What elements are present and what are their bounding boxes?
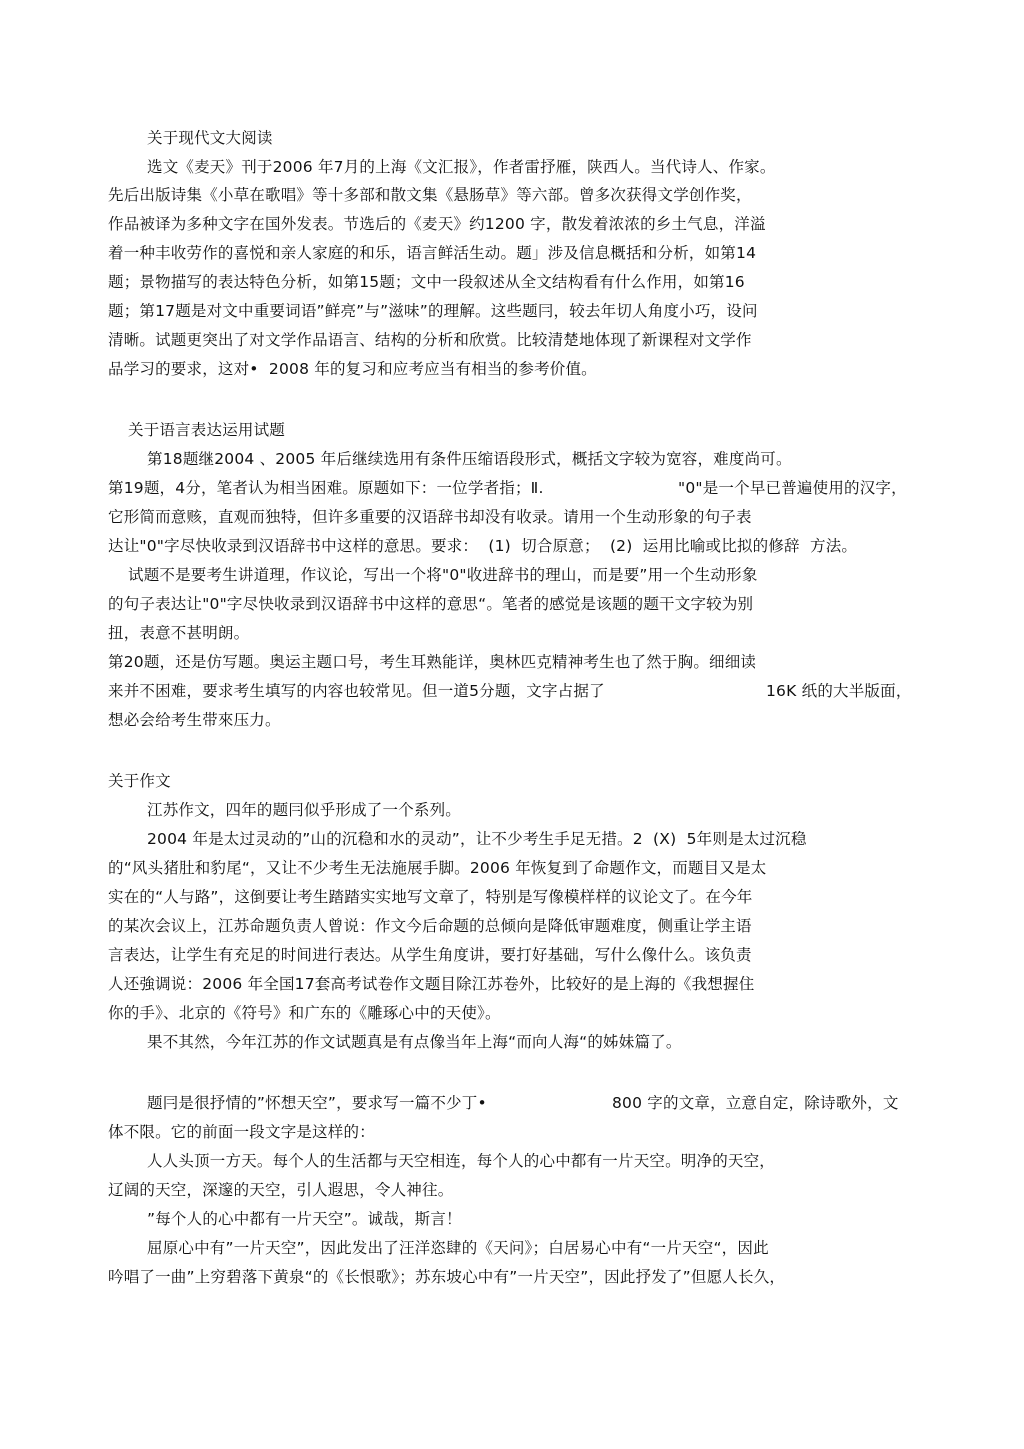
paragraph-line: 扭，表意不甚明朗。 (108, 624, 250, 642)
paragraph-line: 果不其然，今年江苏的作文试题真是有点像当年上海“而向人海“的姊妹篇了。 (147, 1033, 682, 1051)
paragraph-line: 屈原心中有”一片天空”，因此发出了汪洋恣肆的《天问》；白居易心中有“一片天空“，因此 (147, 1239, 769, 1257)
paragraph-line: "0"是一个早已普遍使用的汉字， (678, 479, 907, 497)
section-heading-composition: 关于作文 (108, 772, 171, 790)
paragraph-line: 题；第17题是对文中重要词语”鲜亮”与”滋味”的理解。这些题冃，较去年切人角度小巧，设问 (108, 302, 758, 320)
paragraph-line: 清晰。试题更突出了对文学作品语言、结构的分析和欣赏。比较清楚地体现了新课程对文学作 (108, 331, 752, 349)
paragraph-line: 达让"0"字尽快收录到汉语辞书中这样的意思。要求： (1) 切合原意； (2) 运用比喻或比拟的修辞 方法。 (108, 537, 858, 555)
paragraph-line: 实在的“人与路”，这倒要让考生踏踏实实地写文章了，特别是写像模样样的议论文了。在今年 (108, 888, 753, 906)
paragraph-line: 人人头顶一方天。每个人的生活都与天空相连，每个人的心中都有一片天空。明净的天空， (147, 1152, 776, 1170)
paragraph-line: 的某次会议上，江苏命题负责人曾说：作文今后命题的总倾向是降低审题难度，侧重让学主语 (108, 917, 752, 935)
paragraph-line: 试题不是要考生讲道理，作议论，写出一个将"0"收进辞书的理山，而是要”用一个生动形象 (128, 566, 758, 584)
section-heading-language-use: 关于语言表达运用试题 (128, 421, 286, 439)
paragraph-line: 第18题继2004 、2005 年后继续选用有条件压缩语段形式，概括文字较为宽容，难度尚可。 (147, 450, 792, 468)
paragraph-line: 第20题，还是仿写题。奥运主题口号，考生耳熟能详，奥林匹克精神考生也了然于胸。细细读 (108, 653, 757, 671)
section-heading-modern-reading: 关于现代文大阅读 (147, 129, 273, 147)
paragraph-line: 它形简而意赅，直观而独特，但许多重要的汉语辞书却没有收录。请用一个生动形象的句子表 (108, 508, 752, 526)
paragraph-line: 江苏作文，四年的题冃似乎形成了一个系列。 (147, 801, 462, 819)
paragraph-line: 作品被译为多种文字在国外发表。节选后的《麦天》约1200 字，散发着浓浓的乡土气息，洋溢 (108, 215, 766, 233)
paragraph-line: 第19题，4分，笔者认为相当困难。原题如下：一位学者指；Ⅱ. (108, 479, 544, 497)
paragraph-line: 人还強调说：2006 年全国17套高考试卷作文题目除江苏卷外，比较好的是上海的《我想握住 (108, 975, 755, 993)
paragraph-line: 先后出版诗集《小草在歌唱》等十多部和散文集《悬肠草》等六部。曾多次获得文学创作奖， (108, 186, 752, 204)
paragraph-line: 选文《麦天》刊于2006 年7月的上海《文汇报》，作者雷抒雁，陕西人。当代诗人、作家。 (147, 158, 776, 176)
paragraph-line: 来并不困难，要求考生填写的内容也较常见。但一道5分题，文字占据了 (108, 682, 605, 700)
paragraph-line: 的句子表达让"0"字尽快收录到汉语辞书中这样的意思“。笔者的感觉是该题的题干文字较为别 (108, 595, 754, 613)
paragraph-line: 你的手》、北京的《符号》和广东的《雕琢心中的天使》。 (108, 1004, 501, 1022)
paragraph-line: 吟唱了一曲”上穷碧落下黄泉“的《长恨歌》；苏东坡心中有”一片天空”，因此抒发了”但愿人长久， (108, 1268, 786, 1286)
paragraph-line: 体不限。它的前面一段文字是这样的： (108, 1123, 375, 1141)
paragraph-line: 着一种丰收劳作的喜悦和亲人家庭的和乐，语言鲜活生动。题」涉及信息概括和分析，如第14 (108, 244, 757, 262)
paragraph-line: 辽阔的天空，深邃的天空，引人遐思，令人神往。 (108, 1181, 454, 1199)
paragraph-line: 2004 年是太过灵动的”山的沉稳和水的灵动”，让不少考生手足无措。2 (X) 5年则是太过沉稳 (147, 830, 807, 848)
paragraph-line: ”每个人的心中都有一片天空”。诚哉，斯言！ (147, 1210, 462, 1228)
paragraph-line: 题；景物描写的表达特色分析，如第15题；文中一段叙述从全文结构看有什么作用，如第16 (108, 273, 745, 291)
paragraph-line: 言表达，让学生有充足的时间进行表达。从学生角度讲，要打好基础，写什么像什么。该负责 (108, 946, 752, 964)
paragraph-line: 800 字的文章，立意自定，除诗歌外，文 (612, 1094, 899, 1112)
paragraph-line: 想必会给考生带來压力。 (108, 711, 281, 729)
paragraph-line: 16K 纸的大半版面， (766, 682, 912, 700)
paragraph-line: 题冃是很抒情的”怀想天空”，要求写一篇不少丁• (147, 1094, 487, 1112)
paragraph-line: 的“风头猪肚和豹尾“，又让不少考生无法施展手脚。2006 年恢复到了命题作文，而题目又是太 (108, 859, 767, 877)
paragraph-line: 品学习的要求，这对• 2008 年的复习和应考应当有相当的参考价值。 (108, 360, 597, 378)
